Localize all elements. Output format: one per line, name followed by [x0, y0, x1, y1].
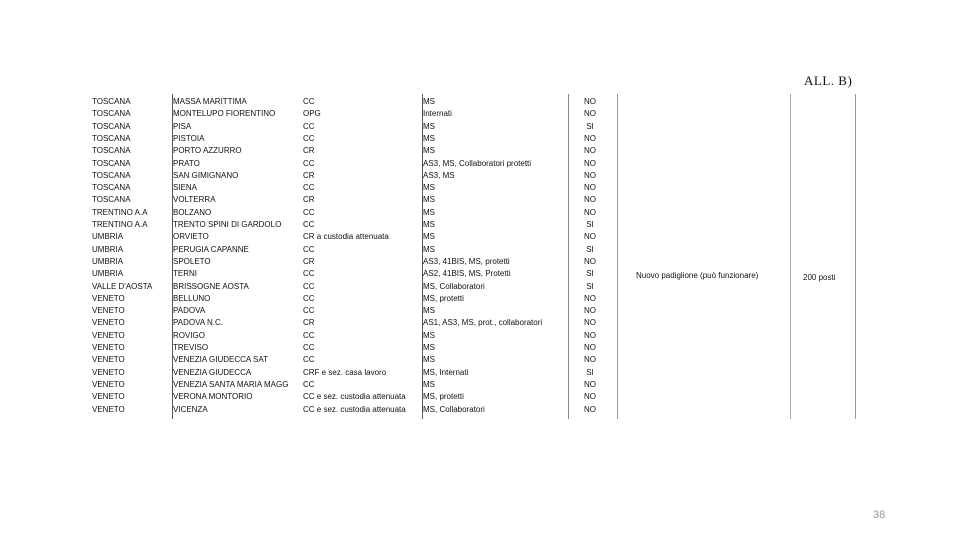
cell-circuit: MS [423, 343, 435, 352]
table-row [90, 194, 610, 206]
cell-type: CC [303, 207, 315, 217]
cell-city: VENEZIA GIUDECCA SAT [173, 355, 268, 365]
document-label: ALL. B) [804, 73, 853, 88]
cell-type: CC [303, 244, 315, 254]
cell-type: CR [303, 256, 315, 266]
table-row [90, 305, 610, 317]
cell-flag: NO [584, 256, 596, 266]
cell-city: PERUGIA CAPANNE [173, 244, 249, 254]
cell-city: VENEZIA SANTA MARIA MAGG [173, 379, 289, 389]
cell-flag: NO [584, 343, 596, 352]
cell-region: VENETO [92, 318, 125, 328]
table-row [90, 317, 610, 329]
table-row [90, 182, 610, 194]
cell-circuit: MS [423, 244, 435, 254]
cell-city: TREVISO [173, 343, 209, 352]
cell-city: MASSA MARITTIMA [173, 97, 247, 106]
cell-flag: NO [584, 392, 596, 402]
cell-flag: NO [584, 306, 596, 316]
cell-flag: SI [586, 220, 594, 229]
table-row [90, 108, 610, 120]
column-divider [855, 94, 856, 419]
cell-type: CC [303, 133, 315, 143]
cell-city: VERONA MONTORIO [173, 392, 253, 402]
cell-city: VOLTERRA [173, 195, 216, 205]
cell-circuit: MS, protetti [423, 293, 464, 303]
cell-flag: NO [584, 146, 596, 156]
cell-circuit: MS [423, 379, 435, 389]
cell-type: CC [303, 379, 315, 389]
cell-city: PISA [173, 121, 192, 131]
cell-type: CR a custodia attenuata [303, 232, 389, 242]
table-row [90, 367, 610, 379]
table-row [90, 170, 610, 182]
cell-flag: NO [584, 195, 596, 205]
cell-region: TOSCANA [92, 109, 131, 119]
cell-circuit: MS [423, 207, 435, 217]
cell-circuit: AS3, 41BIS, MS, protetti [423, 256, 510, 266]
cell-city: PRATO [173, 158, 200, 168]
cell-type: CR [303, 170, 315, 180]
cell-city: BOLZANO [173, 207, 212, 217]
table-row [90, 121, 610, 133]
table-row [90, 379, 610, 391]
cell-city: ROVIGO [173, 330, 206, 340]
cell-region: TOSCANA [92, 97, 131, 106]
cell-type: CC [303, 97, 315, 106]
cell-circuit: MS, protetti [423, 392, 464, 402]
cell-region: UMBRIA [92, 244, 124, 254]
cell-flag: NO [584, 183, 596, 193]
table-row [90, 231, 610, 243]
cell-flag: NO [584, 232, 596, 242]
cell-city: SIENA [173, 183, 198, 193]
table-row [90, 158, 610, 170]
cell-type: CR [303, 318, 315, 328]
table-row [90, 145, 610, 157]
cell-city: VICENZA [173, 404, 208, 414]
cell-type: CC [303, 158, 315, 168]
cell-flag: NO [584, 133, 596, 143]
cell-type: CC [303, 220, 315, 229]
cell-city: ORVIETO [173, 232, 209, 242]
cell-circuit: AS1, AS3, MS, prot., collaboratori [423, 318, 543, 328]
cell-type: CC [303, 343, 315, 352]
cell-flag: NO [584, 207, 596, 217]
cell-city: PADOVA N.C. [173, 318, 223, 328]
cell-circuit: MS [423, 97, 435, 106]
cell-city: TERNI [173, 269, 197, 279]
cell-type: CC [303, 183, 315, 193]
column-divider [617, 94, 618, 419]
cell-flag: NO [584, 355, 596, 365]
cell-flag: NO [584, 379, 596, 389]
cell-circuit: MS [423, 306, 435, 316]
cell-city: PISTOIA [173, 133, 205, 143]
cell-region: UMBRIA [92, 232, 124, 242]
pavilion-note: Nuovo padiglione (può funzionare) [636, 271, 759, 280]
cell-type: CC [303, 269, 315, 279]
table-row [90, 404, 610, 416]
cell-circuit: MS [423, 146, 435, 156]
cell-type: CC [303, 306, 315, 316]
cell-circuit: MS [423, 355, 435, 365]
cell-region: UMBRIA [92, 269, 124, 279]
table-row [90, 354, 610, 366]
cell-type: OPG [303, 109, 321, 119]
cell-type: CC [303, 355, 315, 365]
cell-type: CC [303, 281, 315, 291]
cell-flag: SI [586, 121, 594, 131]
table-row [90, 342, 610, 354]
cell-circuit: AS3, MS, Collaboratori protetti [423, 158, 532, 168]
cell-city: TRENTO SPINI DI GARDOLO [173, 220, 282, 229]
table-row [90, 293, 610, 305]
cell-region: TRENTINO A.A [92, 207, 148, 217]
cell-type: CC [303, 121, 315, 131]
cell-region: TOSCANA [92, 146, 131, 156]
cell-flag: SI [586, 367, 594, 377]
cell-city: SAN GIMIGNANO [173, 170, 239, 180]
table-row [90, 96, 610, 108]
cell-flag: NO [584, 170, 596, 180]
cell-region: VENETO [92, 404, 125, 414]
prison-table [90, 94, 860, 424]
cell-region: TOSCANA [92, 195, 131, 205]
cell-region: VENETO [92, 330, 125, 340]
cell-region: TOSCANA [92, 133, 131, 143]
cell-type: CC [303, 330, 315, 340]
cell-region: VENETO [92, 367, 125, 377]
table-row [90, 219, 610, 231]
cell-type: CR [303, 195, 315, 205]
cell-type: CR [303, 146, 315, 156]
cell-circuit: MS, Collaboratori [423, 404, 485, 414]
cell-region: VENETO [92, 379, 125, 389]
cell-flag: SI [586, 281, 594, 291]
cell-city: BRISSOGNE AOSTA [173, 281, 249, 291]
cell-city: PORTO AZZURRO [173, 146, 242, 156]
cell-flag: NO [584, 109, 596, 119]
column-divider [790, 94, 791, 419]
cell-flag: NO [584, 330, 596, 340]
cell-type: CRF e sez. casa lavoro [303, 367, 387, 377]
table-row [90, 391, 610, 403]
cell-circuit: AS3, MS [423, 170, 455, 180]
table-row [90, 330, 610, 342]
cell-region: VENETO [92, 343, 125, 352]
cell-type: CC e sez. custodia attenuata [303, 392, 406, 402]
cell-flag: NO [584, 404, 596, 414]
cell-region: TOSCANA [92, 158, 131, 168]
cell-region: TOSCANA [92, 121, 131, 131]
cell-circuit: MS, Collaboratori [423, 281, 485, 291]
cell-region: VENETO [92, 355, 125, 365]
cell-circuit: MS [423, 121, 435, 131]
cell-city: PADOVA [173, 306, 206, 316]
table-row [90, 207, 610, 219]
cell-region: TOSCANA [92, 170, 131, 180]
cell-region: VENETO [92, 293, 125, 303]
cell-circuit: MS [423, 183, 435, 193]
cell-city: VENEZIA GIUDECCA [173, 367, 252, 377]
cell-city: BELLUNO [173, 293, 211, 303]
cell-region: VALLE D'AOSTA [92, 281, 153, 291]
cell-circuit: AS2, 41BIS, MS, Protetti [423, 269, 511, 279]
cell-flag: NO [584, 97, 596, 106]
cell-region: VENETO [92, 392, 125, 402]
cell-circuit: MS [423, 195, 435, 205]
table-row [90, 268, 610, 280]
cell-region: UMBRIA [92, 256, 124, 266]
cell-city: MONTELUPO FIORENTINO [173, 109, 276, 119]
cell-flag: NO [584, 158, 596, 168]
cell-type: CC [303, 293, 315, 303]
seats-note: 200 posti [803, 273, 836, 282]
cell-flag: SI [586, 244, 594, 254]
cell-circuit: MS [423, 330, 435, 340]
cell-city: SPOLETO [173, 256, 211, 266]
table-row [90, 256, 610, 268]
table-row [90, 281, 610, 293]
cell-circuit: MS [423, 232, 435, 242]
cell-circuit: Internati [423, 109, 452, 119]
cell-flag: NO [584, 293, 596, 303]
cell-flag: NO [584, 318, 596, 328]
cell-circuit: MS [423, 133, 435, 143]
cell-circuit: MS, Internati [423, 367, 469, 377]
page-number: 38 [873, 509, 886, 521]
cell-circuit: MS [423, 220, 435, 229]
cell-region: TRENTINO A.A [92, 220, 148, 229]
cell-flag: SI [586, 269, 594, 279]
cell-type: CC e sez. custodia attenuata [303, 404, 406, 414]
table-row [90, 244, 610, 256]
cell-region: VENETO [92, 306, 125, 316]
cell-region: TOSCANA [92, 183, 131, 193]
table-row [90, 133, 610, 145]
